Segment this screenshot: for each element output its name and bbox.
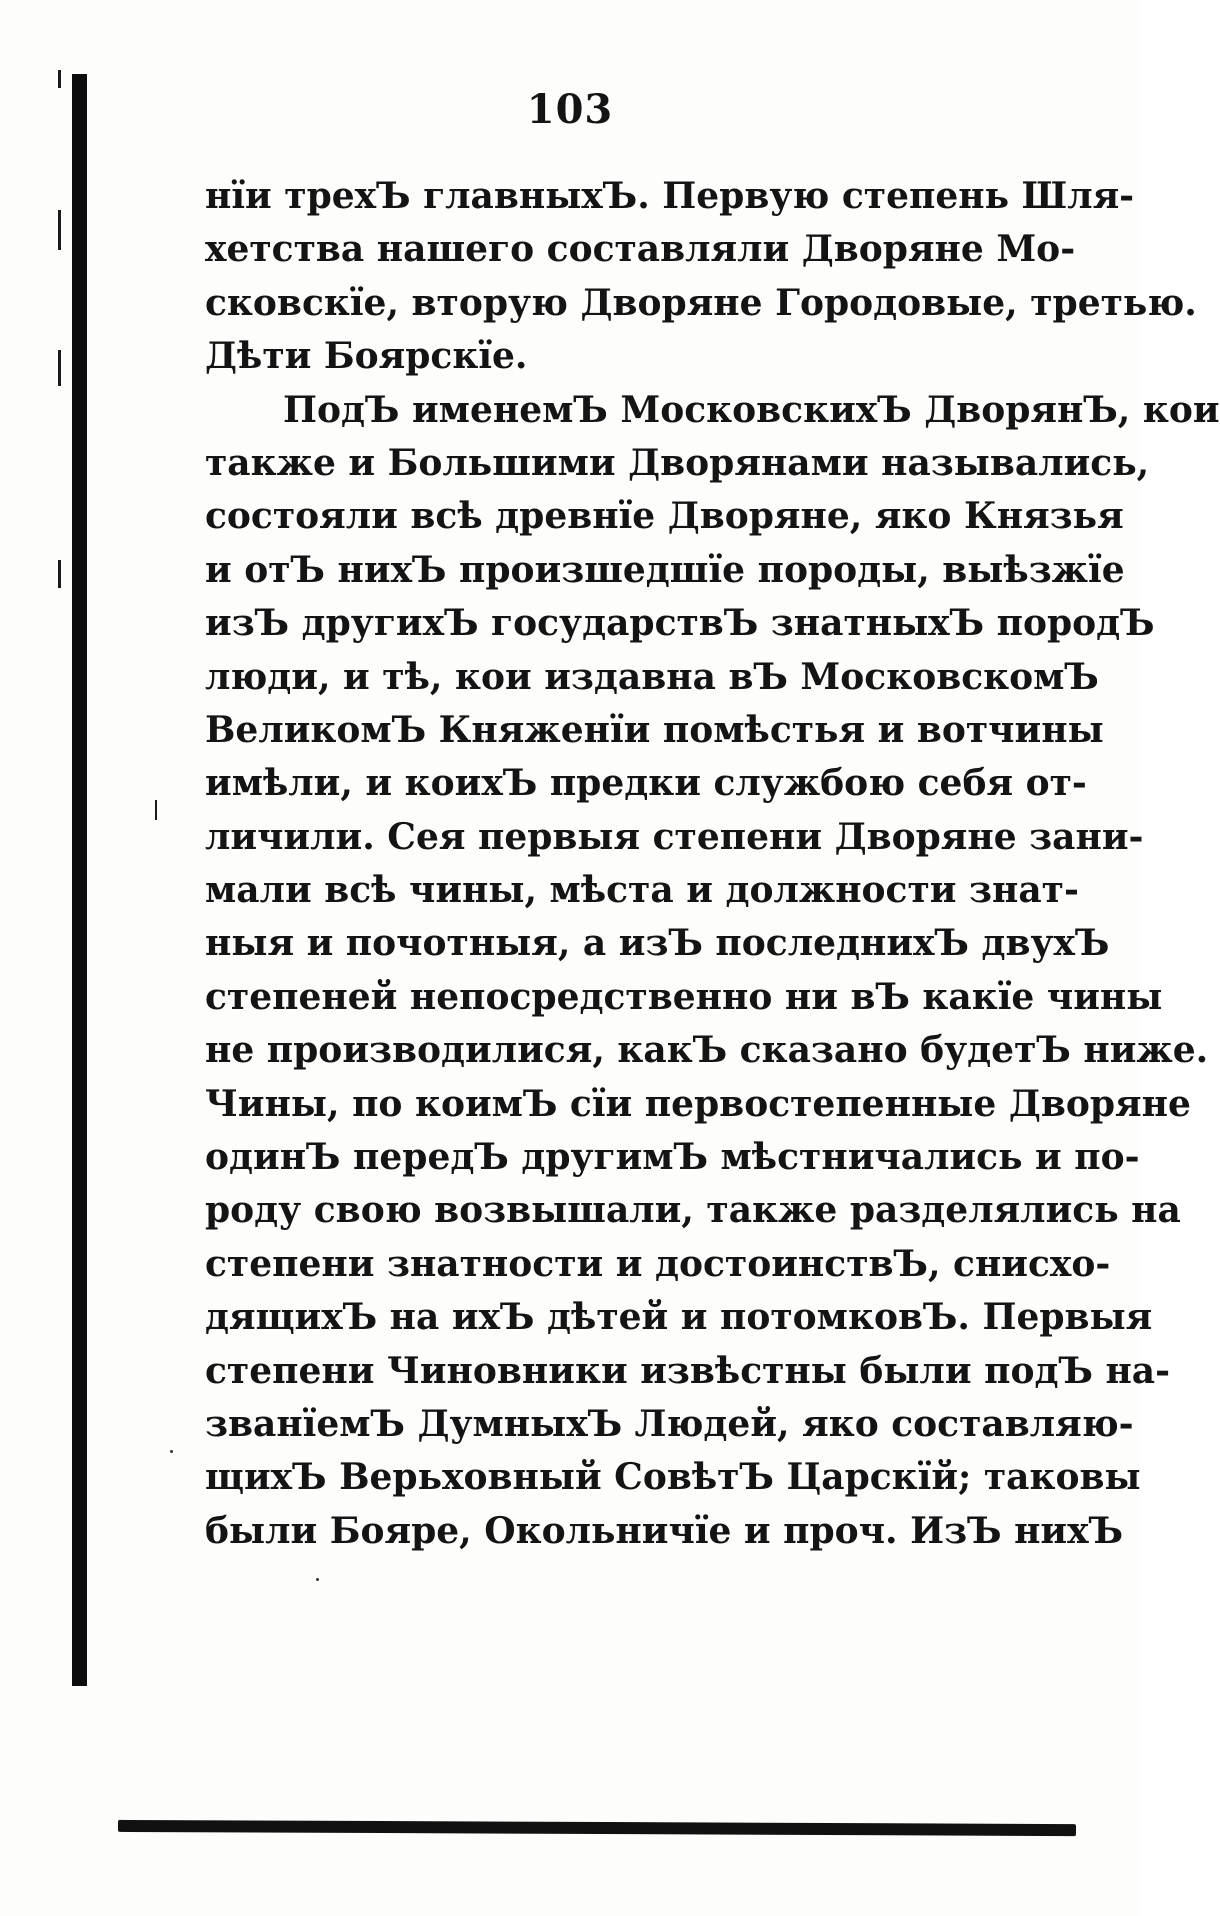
text-line: мали всѣ чины, мѣста и должности знат- [205,869,1079,912]
text-line: хетства нашего составляли Дворяне Мо- [205,228,1076,271]
text-line: не производилися, какЪ сказано будетЪ ниже. [205,1029,1209,1072]
text-line: степени Чиновники извѣстны были подЪ на- [205,1349,1171,1392]
text-line: были Бояре, Окольничїе и проч. ИзЪ нихЪ [205,1509,1124,1552]
text-line: одинЪ передЪ другимЪ мѣстничались и по- [205,1136,1140,1179]
text-line: Чины, по коимЪ сїи первостепенные Дворяне [205,1082,1191,1125]
text-line: Дѣти Боярскїе. [205,335,528,378]
margin-tick [58,560,61,588]
text-line: званїемЪ ДумныхЪ Людей, яко составляю- [205,1402,1134,1445]
text-line: нїи трехЪ главныхЪ. Первую степень Шля- [205,175,1135,217]
margin-tick [155,800,157,820]
page-number: 103 [526,86,614,133]
text-line: ныя и почотныя, а изЪ последнихЪ двухЪ [205,922,1110,965]
margin-tick [58,210,61,250]
text-line: ВеликомЪ Княженїи помѣстья и вотчины [205,708,1104,751]
text-line: изЪ другихЪ государствЪ знатныхЪ породЪ [205,602,1155,645]
text-line: сковскїе, вторую Дворяне Городовые, третью. [205,281,1197,324]
body-text [205,170,1220,1558]
text-line: дящихЪ на ихЪ дѣтей и потомковЪ. Первыя [205,1296,1153,1339]
ink-speck [316,1578,319,1581]
text-line: степени знатности и достоинствЪ, снисхо- [205,1242,1111,1285]
text-line: ПодЪ именемЪ МосковскихЪ ДворянЪ, кои [283,388,1220,431]
text-line: также и Большими Дворянами назывались, [205,441,1150,484]
text-line: личили. Сея первыя степени Дворяне зани- [205,815,1144,858]
ink-speck [170,1450,173,1453]
text-line: щихЪ Верьховный СовѣтЪ Царскїй; таковы [205,1456,1141,1499]
margin-tick [58,350,61,386]
bottom-rule [118,1820,1076,1836]
text-line: и отЪ нихЪ произшедшїе породы, выѣзжїе [205,548,1125,591]
text-line: роду свою возвышали, также разделялись на [205,1189,1181,1232]
spine-rule [72,74,87,1686]
text-line: люди, и тѣ, кои издавна вЪ МосковскомЪ [205,655,1099,698]
text-line: имѣли, и коихЪ предки службою себя от- [205,762,1087,805]
text-line: состояли всѣ древнїе Дворяне, яко Князья [205,495,1124,538]
text-line: степеней непосредственно ни вЪ какїе чины [205,975,1163,1018]
